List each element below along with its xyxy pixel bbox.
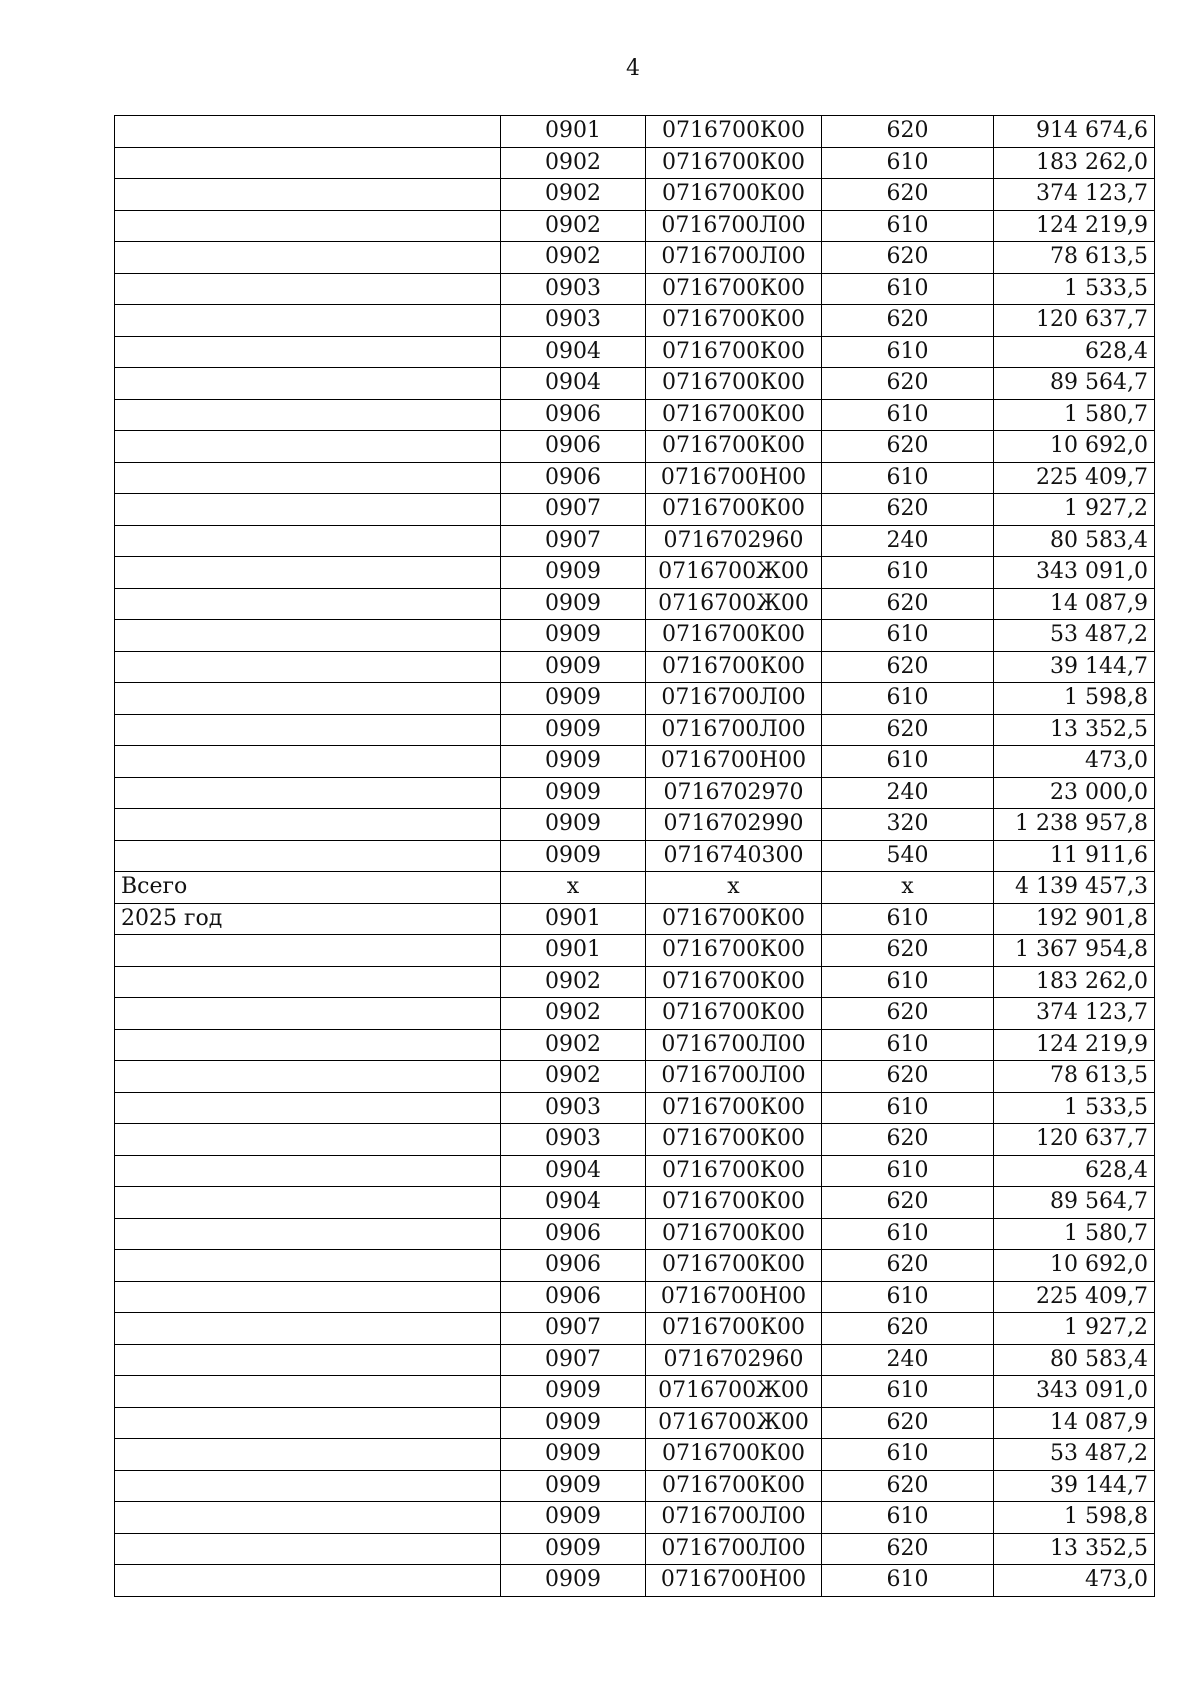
target-article-cell: 0716700Л00 [646, 1061, 822, 1093]
expense-type-cell: 620 [822, 179, 994, 211]
expense-type-cell: 610 [822, 966, 994, 998]
target-article-cell: 0716700К00 [646, 1092, 822, 1124]
expense-type-cell: 320 [822, 809, 994, 841]
amount-cell: 225 409,7 [994, 462, 1155, 494]
table-row [115, 1313, 1155, 1345]
expense-type-cell: 610 [822, 1281, 994, 1313]
amount-cell: 80 583,4 [994, 525, 1155, 557]
budget-table-body [115, 116, 1155, 1597]
section-code-cell: 0904 [501, 1187, 646, 1219]
row-label-cell [115, 210, 501, 242]
expense-type-cell: 610 [822, 462, 994, 494]
section-code-cell: 0907 [501, 1344, 646, 1376]
table-row [115, 1376, 1155, 1408]
expense-type-cell: 620 [822, 651, 994, 683]
expense-type-cell: 610 [822, 683, 994, 715]
amount-cell: 124 219,9 [994, 1029, 1155, 1061]
table-row [115, 840, 1155, 872]
expense-type-cell: 620 [822, 368, 994, 400]
target-article-cell: 0716700Н00 [646, 462, 822, 494]
row-label-cell [115, 431, 501, 463]
table-row [115, 620, 1155, 652]
amount-cell: 80 583,4 [994, 1344, 1155, 1376]
target-article-cell: 0716700Л00 [646, 1029, 822, 1061]
expense-type-cell: 610 [822, 1155, 994, 1187]
row-label-cell [115, 714, 501, 746]
section-code-cell: 0909 [501, 1376, 646, 1408]
target-article-cell: 0716700К00 [646, 494, 822, 526]
section-code-cell: 0902 [501, 1061, 646, 1093]
target-article-cell: 0716700Н00 [646, 746, 822, 778]
amount-cell: 183 262,0 [994, 966, 1155, 998]
section-code-cell: 0909 [501, 1407, 646, 1439]
amount-cell: 1 598,8 [994, 683, 1155, 715]
row-label-cell [115, 809, 501, 841]
expense-type-cell: 610 [822, 399, 994, 431]
section-code-cell: 0907 [501, 1313, 646, 1345]
section-code-cell: 0909 [501, 840, 646, 872]
amount-cell: 1 533,5 [994, 273, 1155, 305]
row-label-cell [115, 1029, 501, 1061]
expense-type-cell: 610 [822, 1502, 994, 1534]
table-row [115, 683, 1155, 715]
table-row [115, 399, 1155, 431]
expense-type-cell: 620 [822, 1533, 994, 1565]
amount-cell: 914 674,6 [994, 116, 1155, 148]
row-label-cell [115, 966, 501, 998]
expense-type-cell: 620 [822, 1313, 994, 1345]
section-code-cell: 0907 [501, 494, 646, 526]
target-article-cell: 0716700К00 [646, 273, 822, 305]
table-row [115, 1281, 1155, 1313]
amount-cell: 374 123,7 [994, 998, 1155, 1030]
expense-type-cell: 610 [822, 273, 994, 305]
table-row [115, 557, 1155, 589]
amount-cell: 14 087,9 [994, 1407, 1155, 1439]
section-code-cell: 0909 [501, 588, 646, 620]
section-code-cell: 0906 [501, 1250, 646, 1282]
section-code-cell: 0909 [501, 1533, 646, 1565]
target-article-cell: 0716700К00 [646, 1313, 822, 1345]
expense-type-cell: 620 [822, 935, 994, 967]
table-row [115, 1124, 1155, 1156]
expense-type-cell: 540 [822, 840, 994, 872]
amount-cell: 120 637,7 [994, 1124, 1155, 1156]
table-row [115, 116, 1155, 148]
expense-type-cell: 620 [822, 1061, 994, 1093]
row-label-cell [115, 1092, 501, 1124]
table-row [115, 1250, 1155, 1282]
table-row [115, 1533, 1155, 1565]
expense-type-cell: 620 [822, 494, 994, 526]
expense-type-cell: 240 [822, 1344, 994, 1376]
section-code-cell: 0906 [501, 1218, 646, 1250]
expense-type-cell: 610 [822, 620, 994, 652]
expense-type-cell: 610 [822, 903, 994, 935]
amount-cell: 1 580,7 [994, 1218, 1155, 1250]
target-article-cell: 0716700К00 [646, 431, 822, 463]
row-label-cell [115, 746, 501, 778]
amount-cell: 124 219,9 [994, 210, 1155, 242]
table-row [115, 336, 1155, 368]
table-row [115, 714, 1155, 746]
row-label-cell [115, 998, 501, 1030]
section-code-cell: 0906 [501, 462, 646, 494]
row-label-cell [115, 1344, 501, 1376]
row-label-cell [115, 651, 501, 683]
table-row [115, 588, 1155, 620]
row-label-cell [115, 368, 501, 400]
section-code-cell: 0909 [501, 714, 646, 746]
target-article-cell: 0716700Н00 [646, 1281, 822, 1313]
table-row [115, 998, 1155, 1030]
amount-cell: 1 238 957,8 [994, 809, 1155, 841]
budget-table [114, 115, 1155, 1597]
expense-type-cell: 620 [822, 1407, 994, 1439]
target-article-cell: 0716700К00 [646, 620, 822, 652]
section-code-cell: 0907 [501, 525, 646, 557]
table-row [115, 179, 1155, 211]
table-row [115, 1502, 1155, 1534]
row-label-cell [115, 1218, 501, 1250]
row-label-cell [115, 840, 501, 872]
table-row [115, 746, 1155, 778]
amount-cell: 183 262,0 [994, 147, 1155, 179]
section-code-cell: 0909 [501, 651, 646, 683]
target-article-cell: 0716700К00 [646, 1470, 822, 1502]
expense-type-cell: 620 [822, 998, 994, 1030]
section-code-cell: 0909 [501, 683, 646, 715]
section-code-cell: 0909 [501, 620, 646, 652]
expense-type-cell: 240 [822, 777, 994, 809]
section-code-cell: 0902 [501, 242, 646, 274]
target-article-cell: 0716700Ж00 [646, 557, 822, 589]
table-row [115, 462, 1155, 494]
row-label-cell [115, 494, 501, 526]
row-label-cell [115, 1124, 501, 1156]
table-row [115, 966, 1155, 998]
expense-type-cell: 610 [822, 210, 994, 242]
amount-cell: 53 487,2 [994, 1439, 1155, 1471]
target-article-cell: 0716700К00 [646, 1250, 822, 1282]
row-label-cell: Всего [115, 872, 501, 904]
amount-cell: 4 139 457,3 [994, 872, 1155, 904]
target-article-cell: 0716700Л00 [646, 1533, 822, 1565]
section-code-cell: 0901 [501, 903, 646, 935]
amount-cell: 192 901,8 [994, 903, 1155, 935]
section-code-cell: 0904 [501, 368, 646, 400]
target-article-cell: 0716700Л00 [646, 683, 822, 715]
amount-cell: 343 091,0 [994, 1376, 1155, 1408]
expense-type-cell: 610 [822, 1565, 994, 1597]
amount-cell: 10 692,0 [994, 431, 1155, 463]
section-code-cell: 0902 [501, 966, 646, 998]
amount-cell: 53 487,2 [994, 620, 1155, 652]
target-article-cell: 0716700К00 [646, 966, 822, 998]
section-code-cell: 0902 [501, 998, 646, 1030]
section-code-cell: 0902 [501, 1029, 646, 1061]
amount-cell: 13 352,5 [994, 714, 1155, 746]
section-code-cell: 0909 [501, 746, 646, 778]
expense-type-cell: 620 [822, 714, 994, 746]
row-label-cell [115, 557, 501, 589]
row-label-cell [115, 147, 501, 179]
table-row [115, 651, 1155, 683]
amount-cell: 1 598,8 [994, 1502, 1155, 1534]
table-row [115, 1218, 1155, 1250]
row-label-cell [115, 1470, 501, 1502]
section-code-cell: 0903 [501, 273, 646, 305]
target-article-cell: 0716700Ж00 [646, 1376, 822, 1408]
row-label-cell [115, 620, 501, 652]
amount-cell: 78 613,5 [994, 242, 1155, 274]
target-article-cell: 0716700К00 [646, 1155, 822, 1187]
target-article-cell: 0716700Н00 [646, 1565, 822, 1597]
target-article-cell: 0716700К00 [646, 998, 822, 1030]
page-number: 4 [626, 56, 640, 81]
row-label-cell [115, 588, 501, 620]
table-row [115, 1092, 1155, 1124]
section-code-cell: 0906 [501, 431, 646, 463]
row-label-cell [115, 1281, 501, 1313]
table-row [115, 273, 1155, 305]
section-code-cell: 0901 [501, 116, 646, 148]
target-article-cell: 0716702990 [646, 809, 822, 841]
target-article-cell: 0716700К00 [646, 305, 822, 337]
expense-type-cell: 620 [822, 242, 994, 274]
section-code-cell: 0904 [501, 1155, 646, 1187]
expense-type-cell: 620 [822, 431, 994, 463]
table-row [115, 525, 1155, 557]
amount-cell: 14 087,9 [994, 588, 1155, 620]
table-row [115, 1187, 1155, 1219]
table-row [115, 903, 1155, 935]
row-label-cell [115, 462, 501, 494]
expense-type-cell: 620 [822, 1187, 994, 1219]
row-label-cell [115, 1565, 501, 1597]
section-code-cell: 0903 [501, 1124, 646, 1156]
target-article-cell: 0716700К00 [646, 903, 822, 935]
table-row [115, 1565, 1155, 1597]
table-row [115, 368, 1155, 400]
target-article-cell: 0716702960 [646, 525, 822, 557]
expense-type-cell: 620 [822, 305, 994, 337]
section-code-cell: 0904 [501, 336, 646, 368]
row-label-cell [115, 683, 501, 715]
amount-cell: 10 692,0 [994, 1250, 1155, 1282]
table-row [115, 1344, 1155, 1376]
section-code-cell: 0902 [501, 210, 646, 242]
row-label-cell [115, 1502, 501, 1534]
section-code-cell: 0909 [501, 1439, 646, 1471]
table-row [115, 935, 1155, 967]
section-code-cell: 0906 [501, 1281, 646, 1313]
amount-cell: 120 637,7 [994, 305, 1155, 337]
expense-type-cell: 610 [822, 147, 994, 179]
expense-type-cell: 610 [822, 1092, 994, 1124]
target-article-cell: 0716700К00 [646, 1439, 822, 1471]
target-article-cell: 0716700К00 [646, 1124, 822, 1156]
row-label-cell [115, 1187, 501, 1219]
row-label-cell [115, 116, 501, 148]
amount-cell: 473,0 [994, 1565, 1155, 1597]
row-label-cell [115, 525, 501, 557]
target-article-cell: 0716702960 [646, 1344, 822, 1376]
table-row [115, 1029, 1155, 1061]
expense-type-cell: 620 [822, 1470, 994, 1502]
row-label-cell [115, 336, 501, 368]
row-label-cell [115, 1061, 501, 1093]
section-code-cell: 0903 [501, 305, 646, 337]
amount-cell: 628,4 [994, 336, 1155, 368]
expense-type-cell: 610 [822, 1439, 994, 1471]
row-label-cell: 2025 год [115, 903, 501, 935]
amount-cell: 39 144,7 [994, 651, 1155, 683]
section-code-cell: х [501, 872, 646, 904]
row-label-cell [115, 777, 501, 809]
table-row [115, 872, 1155, 904]
section-code-cell: 0902 [501, 179, 646, 211]
expense-type-cell: 610 [822, 1029, 994, 1061]
target-article-cell: х [646, 872, 822, 904]
expense-type-cell: 240 [822, 525, 994, 557]
target-article-cell: 0716700Ж00 [646, 588, 822, 620]
target-article-cell: 0716700Л00 [646, 210, 822, 242]
amount-cell: 1 533,5 [994, 1092, 1155, 1124]
row-label-cell [115, 399, 501, 431]
target-article-cell: 0716700Ж00 [646, 1407, 822, 1439]
table-row [115, 1439, 1155, 1471]
amount-cell: 23 000,0 [994, 777, 1155, 809]
expense-type-cell: 610 [822, 1376, 994, 1408]
amount-cell: 89 564,7 [994, 1187, 1155, 1219]
target-article-cell: 0716700Л00 [646, 714, 822, 746]
expense-type-cell: х [822, 872, 994, 904]
target-article-cell: 0716700К00 [646, 1218, 822, 1250]
amount-cell: 1 580,7 [994, 399, 1155, 431]
expense-type-cell: 610 [822, 1218, 994, 1250]
amount-cell: 1 927,2 [994, 494, 1155, 526]
target-article-cell: 0716700К00 [646, 1187, 822, 1219]
target-article-cell: 0716700К00 [646, 336, 822, 368]
amount-cell: 39 144,7 [994, 1470, 1155, 1502]
expense-type-cell: 610 [822, 557, 994, 589]
target-article-cell: 0716700К00 [646, 116, 822, 148]
table-row [115, 147, 1155, 179]
section-code-cell: 0909 [501, 1565, 646, 1597]
expense-type-cell: 620 [822, 1124, 994, 1156]
target-article-cell: 0716740300 [646, 840, 822, 872]
section-code-cell: 0902 [501, 147, 646, 179]
row-label-cell [115, 1439, 501, 1471]
table-row [115, 305, 1155, 337]
expense-type-cell: 620 [822, 1250, 994, 1282]
amount-cell: 628,4 [994, 1155, 1155, 1187]
amount-cell: 89 564,7 [994, 368, 1155, 400]
section-code-cell: 0903 [501, 1092, 646, 1124]
section-code-cell: 0906 [501, 399, 646, 431]
amount-cell: 473,0 [994, 746, 1155, 778]
row-label-cell [115, 305, 501, 337]
target-article-cell: 0716700К00 [646, 368, 822, 400]
target-article-cell: 0716702970 [646, 777, 822, 809]
section-code-cell: 0909 [501, 809, 646, 841]
table-row [115, 1061, 1155, 1093]
amount-cell: 225 409,7 [994, 1281, 1155, 1313]
table-row [115, 809, 1155, 841]
row-label-cell [115, 242, 501, 274]
table-row [115, 1155, 1155, 1187]
row-label-cell [115, 179, 501, 211]
section-code-cell: 0901 [501, 935, 646, 967]
table-row [115, 1407, 1155, 1439]
table-row [115, 210, 1155, 242]
section-code-cell: 0909 [501, 1470, 646, 1502]
target-article-cell: 0716700К00 [646, 147, 822, 179]
amount-cell: 1 927,2 [994, 1313, 1155, 1345]
amount-cell: 343 091,0 [994, 557, 1155, 589]
row-label-cell [115, 1376, 501, 1408]
target-article-cell: 0716700К00 [646, 651, 822, 683]
row-label-cell [115, 273, 501, 305]
row-label-cell [115, 1407, 501, 1439]
target-article-cell: 0716700Л00 [646, 242, 822, 274]
section-code-cell: 0909 [501, 1502, 646, 1534]
expense-type-cell: 610 [822, 336, 994, 368]
expense-type-cell: 620 [822, 116, 994, 148]
section-code-cell: 0909 [501, 777, 646, 809]
row-label-cell [115, 1533, 501, 1565]
amount-cell: 374 123,7 [994, 179, 1155, 211]
expense-type-cell: 610 [822, 746, 994, 778]
target-article-cell: 0716700К00 [646, 179, 822, 211]
expense-type-cell: 620 [822, 588, 994, 620]
section-code-cell: 0909 [501, 557, 646, 589]
table-row [115, 242, 1155, 274]
row-label-cell [115, 1155, 501, 1187]
table-row [115, 777, 1155, 809]
table-row [115, 1470, 1155, 1502]
table-row [115, 494, 1155, 526]
target-article-cell: 0716700Л00 [646, 1502, 822, 1534]
target-article-cell: 0716700К00 [646, 399, 822, 431]
table-row [115, 431, 1155, 463]
amount-cell: 78 613,5 [994, 1061, 1155, 1093]
row-label-cell [115, 1313, 501, 1345]
amount-cell: 1 367 954,8 [994, 935, 1155, 967]
row-label-cell [115, 935, 501, 967]
amount-cell: 11 911,6 [994, 840, 1155, 872]
amount-cell: 13 352,5 [994, 1533, 1155, 1565]
target-article-cell: 0716700К00 [646, 935, 822, 967]
row-label-cell [115, 1250, 501, 1282]
